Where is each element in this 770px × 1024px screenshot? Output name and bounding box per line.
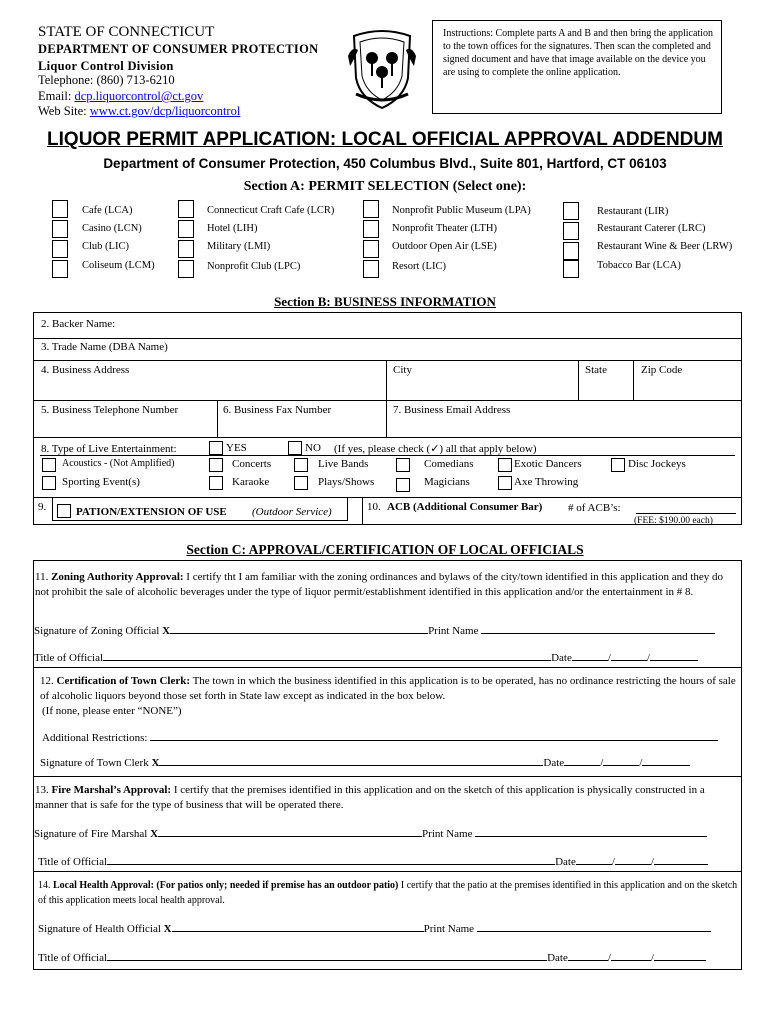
checkbox-restaurant[interactable]: [563, 202, 579, 220]
state-name: STATE OF CONNECTICUT: [38, 24, 215, 40]
checkbox-tobacco-bar[interactable]: [563, 260, 579, 278]
business-fax-field[interactable]: 6. Business Fax Number: [223, 404, 332, 416]
section-b-title: Section B: BUSINESS INFORMATION: [274, 294, 496, 309]
permit-label: Military (LMI): [207, 241, 271, 252]
checkbox-live-bands[interactable]: [294, 458, 308, 472]
item-9-number: 9.: [38, 501, 47, 513]
website-link[interactable]: www.ct.gov/dcp/liquorcontrol: [89, 104, 241, 118]
entertainment-yes-checkbox[interactable]: [209, 441, 223, 455]
entertainment-note: (If yes, please check (✓) all that apply below): [334, 443, 537, 455]
business-phone-field[interactable]: 5. Business Telephone Number: [41, 404, 179, 416]
checkbox-acoustics[interactable]: [42, 458, 56, 472]
checkbox-open-air[interactable]: [363, 240, 379, 258]
permit-label: Restaurant Caterer (LRC): [597, 223, 706, 234]
checkbox-coliseum[interactable]: [52, 260, 68, 278]
acb-count-label: # of ACB’s:: [568, 502, 621, 514]
permit-label: Casino (LCN): [82, 223, 142, 234]
section-a-title: Section A: PERMIT SELECTION (Select one):: [243, 179, 527, 194]
email-label: Email:: [38, 89, 75, 103]
website-line: [38, 104, 240, 119]
item-10-number: 10.: [367, 501, 381, 513]
backer-name-field[interactable]: 2. Backer Name:: [41, 318, 116, 330]
instructions-box: Instructions: Complete parts A and B and then bring the application to the town offices for the signatures. Then scan the completed and signed document and have that image available on the device you are using to complete the online application.: [432, 20, 722, 114]
ent-label: Acoustics - (Not Amplified): [62, 458, 175, 469]
checkbox-axe-throwing[interactable]: [498, 476, 512, 490]
checkbox-restaurant-wine-beer[interactable]: [563, 242, 579, 260]
checkbox-sporting-events[interactable]: [42, 476, 56, 490]
health-approval-text: 14. Local Health Approval: (For patios only; needed if premise has an outdoor patio) I certify that the patio at the premises identified in this application and on the sketch of this application meets local health approval.: [38, 880, 738, 906]
ent-label: Live Bands: [318, 458, 369, 470]
checkbox-magicians[interactable]: [396, 478, 410, 492]
permit-label: Connecticut Craft Cafe (LCR): [207, 205, 335, 216]
town-clerk-signature-line[interactable]: Signature of Town Clerk X Date / /: [40, 755, 690, 769]
ent-label: Plays/Shows: [318, 476, 375, 488]
ent-label: Sporting Event(s): [62, 476, 140, 488]
state-field[interactable]: State: [585, 364, 607, 376]
department-name: DEPARTMENT OF CONSUMER PROTECTION: [38, 42, 319, 56]
checkbox-disc-jockeys[interactable]: [611, 458, 625, 472]
state-seal-icon: [346, 26, 418, 110]
checkbox-patio[interactable]: [57, 504, 71, 518]
entertainment-no-checkbox[interactable]: [288, 441, 302, 455]
fire-marshal-signature-line[interactable]: Signature of Fire Marshal X Print Name: [34, 826, 707, 840]
email-line: [38, 89, 203, 104]
permit-label: Nonprofit Club (LPC): [207, 261, 301, 272]
checkbox-hotel[interactable]: [178, 220, 194, 238]
business-address-field[interactable]: 4. Business Address: [41, 364, 130, 376]
website-label: Web Site:: [38, 104, 90, 118]
ent-label: Axe Throwing: [514, 476, 579, 488]
ent-label: Comedians: [424, 458, 474, 470]
fire-marshal-heading: Fire Marshal’s Approval:: [51, 784, 172, 796]
zoning-approval-heading: Zoning Authority Approval:: [51, 571, 184, 583]
entertainment-label: 8. Type of Live Entertainment:: [41, 443, 177, 455]
town-clerk-heading: Certification of Town Clerk:: [56, 675, 191, 687]
zoning-signature-line[interactable]: Signature of Zoning Official X Print Name: [34, 623, 715, 637]
ent-label: Disc Jockeys: [628, 458, 686, 470]
checkbox-resort[interactable]: [363, 260, 379, 278]
zoning-title-line[interactable]: Title of Official Date / /: [34, 650, 698, 664]
checkbox-concerts[interactable]: [209, 458, 223, 472]
entertainment-yes-label: YES: [226, 442, 247, 454]
town-clerk-text: 12. Certification of Town Clerk: The town in which the business identified in this application is to be operated, has no ordinance restricting the hours of sale of alcoholic liquors beyond those set forth in State law except as indicated in the box below.: [40, 675, 736, 702]
checkbox-military[interactable]: [178, 240, 194, 258]
permit-label: Restaurant Wine & Beer (LRW): [597, 241, 733, 252]
division-name: Liquor Control Division: [38, 59, 174, 73]
ent-label: Magicians: [424, 476, 470, 488]
permit-label: Restaurant (LIR): [597, 206, 669, 217]
patio-label: PATION/EXTENSION OF USE: [76, 506, 227, 518]
ent-label: Concerts: [232, 458, 272, 470]
form-title: LIQUOR PERMIT APPLICATION: LOCAL OFFICIAL APPROVAL ADDENDUM: [47, 129, 723, 150]
checkbox-comedians[interactable]: [396, 458, 410, 472]
permit-label: Hotel (LIH): [207, 223, 258, 234]
permit-label: Nonprofit Theater (LTH): [392, 223, 497, 234]
checkbox-nonprofit-club[interactable]: [178, 260, 194, 278]
permit-label: Nonprofit Public Museum (LPA): [392, 205, 531, 216]
business-email-field[interactable]: 7. Business Email Address: [393, 404, 511, 416]
permit-label: Resort (LIC): [392, 261, 446, 272]
checkbox-craft-cafe[interactable]: [178, 200, 194, 218]
permit-label: Outdoor Open Air (LSE): [392, 241, 497, 252]
health-signature-line[interactable]: Signature of Health Official X Print Name: [38, 921, 711, 935]
ent-label: Karaoke: [232, 476, 270, 488]
trade-name-field[interactable]: 3. Trade Name (DBA Name): [41, 341, 168, 353]
permit-label: Club (LIC): [82, 241, 129, 252]
patio-note: (Outdoor Service): [252, 506, 332, 518]
fire-marshal-text: 13. Fire Marshal’s Approval: I certify that the premises identified in this application and on the sketch of this application is physically constructed in a manner that is safe for the type of business that will be operated there.: [35, 784, 705, 811]
checkbox-theater[interactable]: [363, 220, 379, 238]
additional-restrictions-line[interactable]: Additional Restrictions:: [42, 730, 718, 744]
checkbox-cafe[interactable]: [52, 200, 68, 218]
checkbox-plays-shows[interactable]: [294, 476, 308, 490]
section-c-title: Section C: APPROVAL/CERTIFICATION OF LOCAL OFFICIALS: [186, 542, 584, 557]
checkbox-karaoke[interactable]: [209, 476, 223, 490]
ent-label: Exotic Dancers: [514, 458, 582, 470]
email-link[interactable]: dcp.liquorcontrol@ct.gov: [74, 89, 204, 103]
entertainment-no-label: NO: [305, 442, 321, 454]
zip-code-field[interactable]: Zip Code: [641, 364, 683, 376]
none-instruction: (If none, please enter “NONE”): [42, 705, 182, 717]
checkbox-exotic-dancers[interactable]: [498, 458, 512, 472]
health-title-line[interactable]: Title of Official Date / /: [38, 950, 706, 964]
health-approval-heading: Local Health Approval: (For patios only; needed if premise has an outdoor patio): [53, 880, 399, 891]
permit-label: Tobacco Bar (LCA): [597, 260, 681, 271]
dcp-address: Department of Consumer Protection, 450 Columbus Blvd., Suite 801, Hartford, CT 06103: [103, 156, 667, 171]
checkbox-club[interactable]: [52, 240, 68, 258]
permit-label: Cafe (LCA): [82, 205, 133, 216]
permit-label: Coliseum (LCM): [82, 260, 155, 271]
zoning-approval-text: 11. Zoning Authority Approval: I certify tht I am familiar with the zoning ordinances and bylaws of the city/town identified in this application and they do not prohibit the sale of alcoholic beverages under the type of liquor permit/establishment identified in this application and/or the entertainment in # 8.: [35, 571, 724, 598]
fire-marshal-title-line[interactable]: Title of Official Date / /: [38, 854, 708, 868]
city-field[interactable]: City: [393, 364, 412, 376]
checkbox-museum[interactable]: [363, 200, 379, 218]
checkbox-casino[interactable]: [52, 220, 68, 238]
checkbox-restaurant-caterer[interactable]: [563, 222, 579, 240]
acb-label: ACB (Additional Consumer Bar): [387, 501, 543, 513]
acb-count-field[interactable]: [636, 513, 736, 514]
acb-fee: (FEE: $190.00 each): [634, 516, 713, 526]
telephone: Telephone: (860) 713-6210: [38, 73, 175, 87]
